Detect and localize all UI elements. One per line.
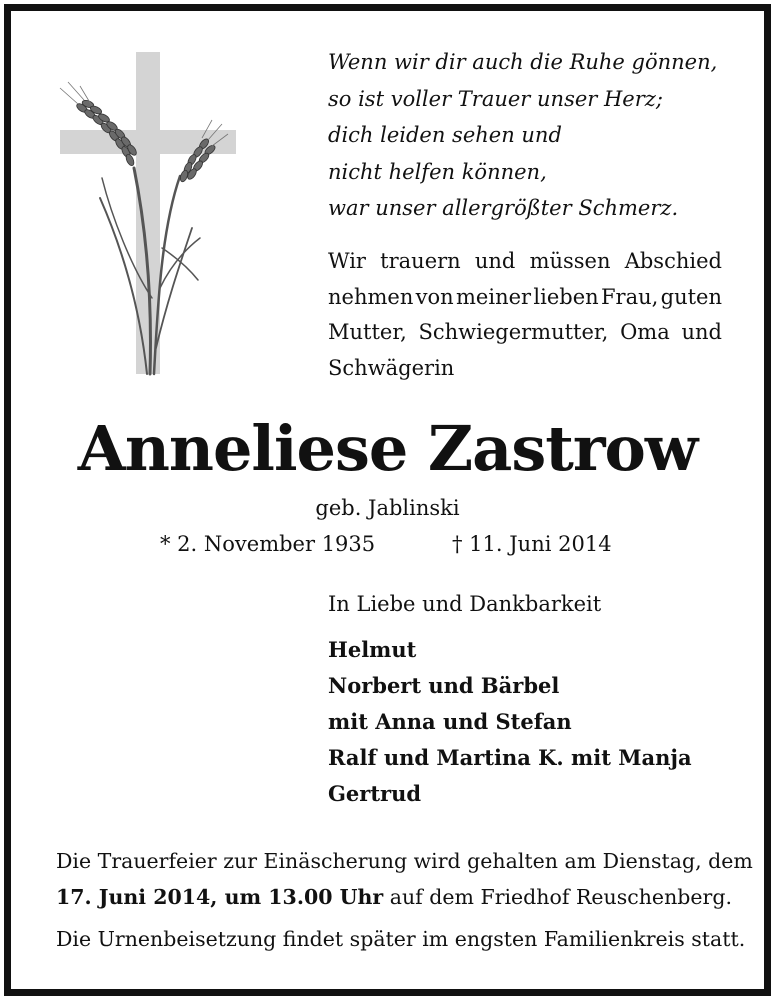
- poem-line: dich leiden sehen und: [328, 123, 562, 147]
- intro-word: müssen: [529, 249, 611, 273]
- funeral-line: Die Trauerfeier zur Einäscherung wird gehalten am Dienstag, dem: [56, 849, 753, 873]
- intro-line: [328, 244, 722, 280]
- intro-line: [328, 315, 722, 351]
- cross-with-wheat-icon: [52, 48, 242, 378]
- intro-word: guten: [660, 284, 722, 309]
- intro-line: Schwägerin: [328, 355, 455, 380]
- poem: [328, 44, 728, 227]
- intro-word: von: [415, 284, 454, 309]
- intro-word: und: [681, 320, 722, 344]
- mourning-intro: [328, 244, 722, 386]
- poem-line: Wenn wir dir auch die Ruhe gönnen,: [328, 50, 718, 74]
- intro-word: nehmen: [328, 284, 414, 309]
- intro-line: [328, 280, 722, 316]
- mourner-name: Ralf und Martina K. mit Manja: [328, 745, 692, 770]
- maiden-name: geb. Jablinski: [315, 496, 460, 520]
- intro-word: Schwiegermutter,: [418, 320, 609, 344]
- intro-word: Oma: [620, 320, 670, 344]
- funeral-date-line: [56, 879, 732, 915]
- intro-word: Wir: [328, 249, 366, 273]
- poem-line: war unser allergrößter Schmerz.: [328, 196, 679, 220]
- death-date: † 11. Juni 2014: [452, 532, 612, 556]
- funeral-location: auf dem Friedhof Reuschenberg.: [383, 885, 732, 909]
- closing-phrase: In Liebe und Dankbarkeit: [328, 592, 602, 616]
- intro-word: und: [474, 249, 516, 273]
- intro-word: Mutter,: [328, 320, 407, 344]
- mourners-list: [328, 632, 692, 812]
- intro-word: Frau,: [600, 284, 659, 309]
- intro-word: meiner: [456, 284, 532, 309]
- intro-word: lieben: [533, 284, 599, 309]
- burial-note: Die Urnenbeisetzung findet später im engsten Familienkreis statt.: [56, 927, 746, 951]
- intro-word: Abschied: [624, 249, 722, 273]
- poem-line: so ist voller Trauer unser Herz;: [328, 86, 663, 111]
- intro-word: trauern: [380, 249, 461, 273]
- funeral-info: [56, 843, 753, 957]
- funeral-date-time: 17. Juni 2014, um 13.00 Uhr: [56, 885, 384, 909]
- mourner-name: Gertrud: [328, 781, 422, 806]
- mourner-name: mit Anna und Stefan: [328, 709, 572, 734]
- birth-date: * 2. November 1935: [160, 532, 376, 556]
- deceased-name: Anneliese Zastrow: [77, 412, 698, 485]
- mourner-name: Norbert und Bärbel: [328, 673, 560, 698]
- poem-line: nicht helfen können,: [328, 159, 547, 184]
- mourner-name: Helmut: [328, 637, 417, 662]
